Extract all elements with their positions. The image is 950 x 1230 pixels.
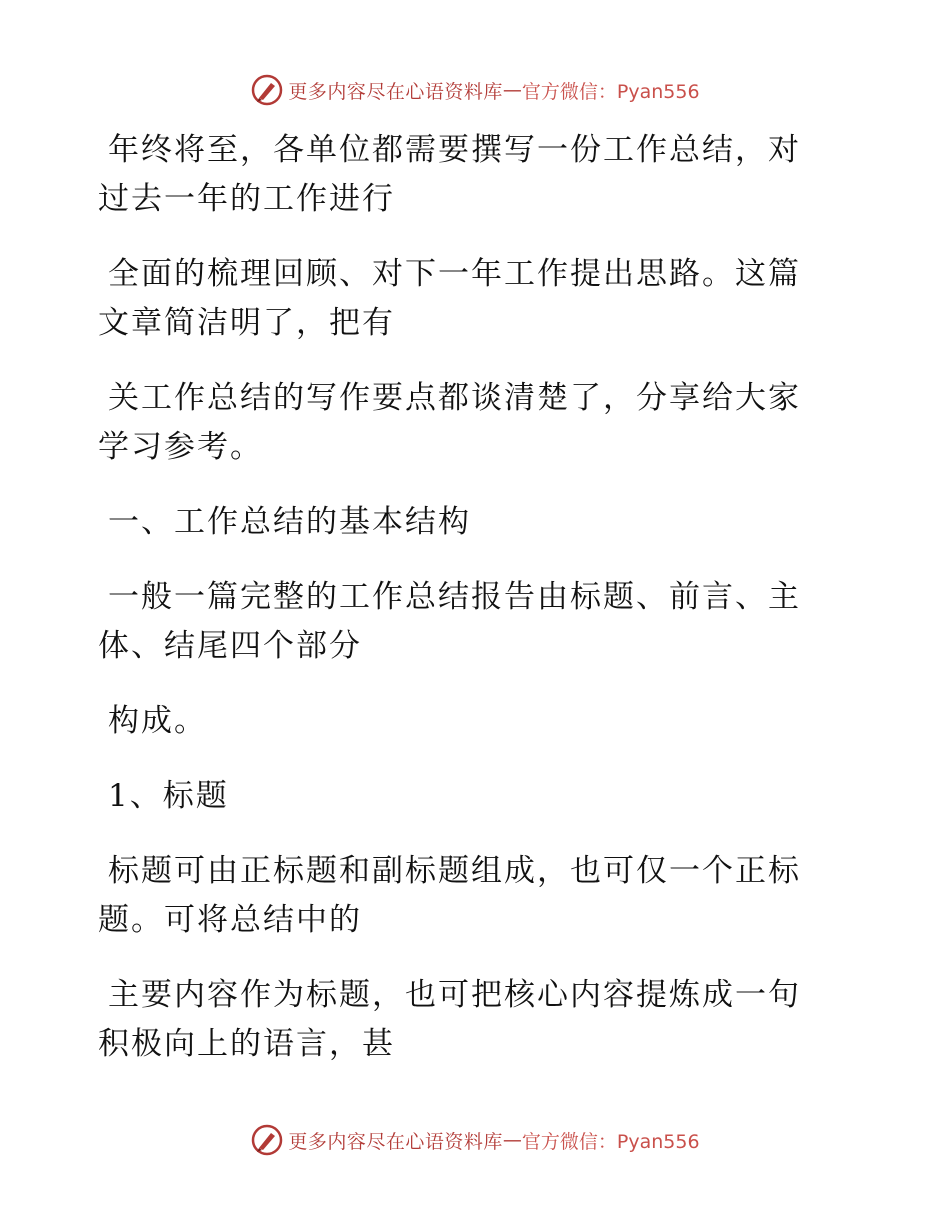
text-line: 标题可由正标题和副标题组成，也可仅一个正标 — [108, 853, 801, 889]
banner-dash: — — [502, 79, 522, 101]
text-line: 构成。 — [108, 703, 207, 739]
header-banner — [0, 70, 950, 110]
banner-dash: — — [502, 1129, 522, 1151]
banner-contact: 官方微信：Pyan556 — [521, 80, 700, 103]
paragraph — [98, 126, 858, 224]
paragraph — [98, 697, 858, 746]
text-line: 年终将至，各单位都需要撰写一份工作总结，对 — [108, 132, 801, 168]
paragraph — [98, 847, 858, 945]
text-line: 主要内容作为标题，也可把核心内容提炼成一句 — [108, 977, 801, 1013]
paragraph — [98, 971, 858, 1069]
banner-brand: 更多内容尽在心语资料库 — [288, 1130, 503, 1153]
section-heading — [98, 498, 858, 547]
subsection-heading — [98, 772, 858, 821]
footer-banner — [0, 1120, 950, 1160]
text-line: 一般一篇完整的工作总结报告由标题、前言、主 — [108, 579, 801, 615]
text-line: 文章简洁明了，把有 — [98, 305, 395, 341]
text-line: 体、结尾四个部分 — [98, 628, 362, 664]
paragraph — [98, 573, 858, 671]
text-line: 1、标题 — [108, 778, 229, 814]
paragraph — [98, 374, 858, 472]
paragraph — [98, 250, 858, 348]
text-line: 过去一年的工作进行 — [98, 181, 395, 217]
banner-brand: 更多内容尽在心语资料库 — [288, 80, 503, 103]
text-line: 一、工作总结的基本结构 — [108, 504, 471, 540]
text-line: 关工作总结的写作要点都谈清楚了，分享给大家 — [108, 380, 801, 416]
banner-contact: 官方微信：Pyan556 — [521, 1130, 700, 1153]
text-line: 积极向上的语言，甚 — [98, 1026, 395, 1062]
text-line: 题。可将总结中的 — [98, 902, 362, 938]
document-body — [98, 126, 858, 1095]
pen-logo-icon — [250, 1123, 284, 1157]
pen-logo-icon — [250, 73, 284, 107]
text-line: 全面的梳理回顾、对下一年工作提出思路。这篇 — [108, 256, 801, 292]
text-line: 学习参考。 — [98, 429, 263, 465]
